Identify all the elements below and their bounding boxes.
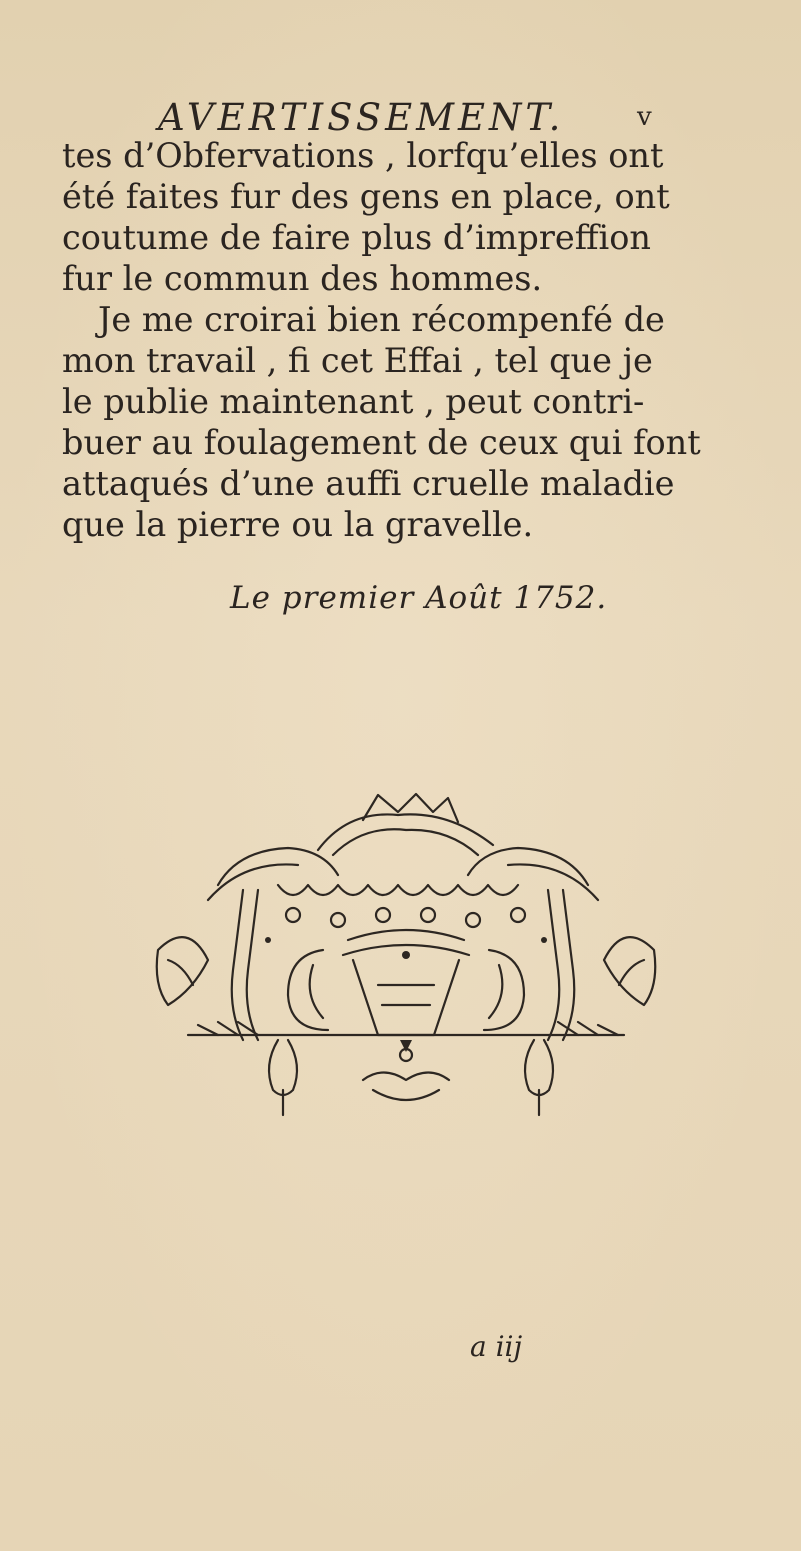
text-line: coutume de faire plus d’impreffion	[62, 218, 651, 257]
dateline: Le premier Août 1752.	[230, 580, 608, 616]
text-line: buer au foulagement de ceux qui font	[62, 423, 701, 462]
text-line: tes d’Obfervations , lorfqu’elles ont	[62, 136, 664, 175]
text-line: fur le commun des hommes.	[62, 259, 543, 298]
text-line: été faites fur des gens en place, ont	[62, 177, 670, 216]
decorative-vignette-icon	[148, 790, 664, 1120]
body-text	[62, 135, 702, 545]
signature-mark: a iij	[470, 1330, 523, 1363]
page-number: v	[637, 102, 652, 132]
text-line: attaqués d’une auffi cruelle maladie	[62, 464, 675, 503]
text-line: mon travail , fi cet Effai , tel que je	[62, 341, 653, 380]
text-line: Je me croirai bien récompenfé de	[98, 300, 665, 339]
text-line: le publie maintenant , peut contri-	[62, 382, 645, 421]
running-title: AVERTISSEMENT.	[158, 96, 565, 139]
text-line: que la pierre ou la gravelle.	[62, 505, 534, 544]
